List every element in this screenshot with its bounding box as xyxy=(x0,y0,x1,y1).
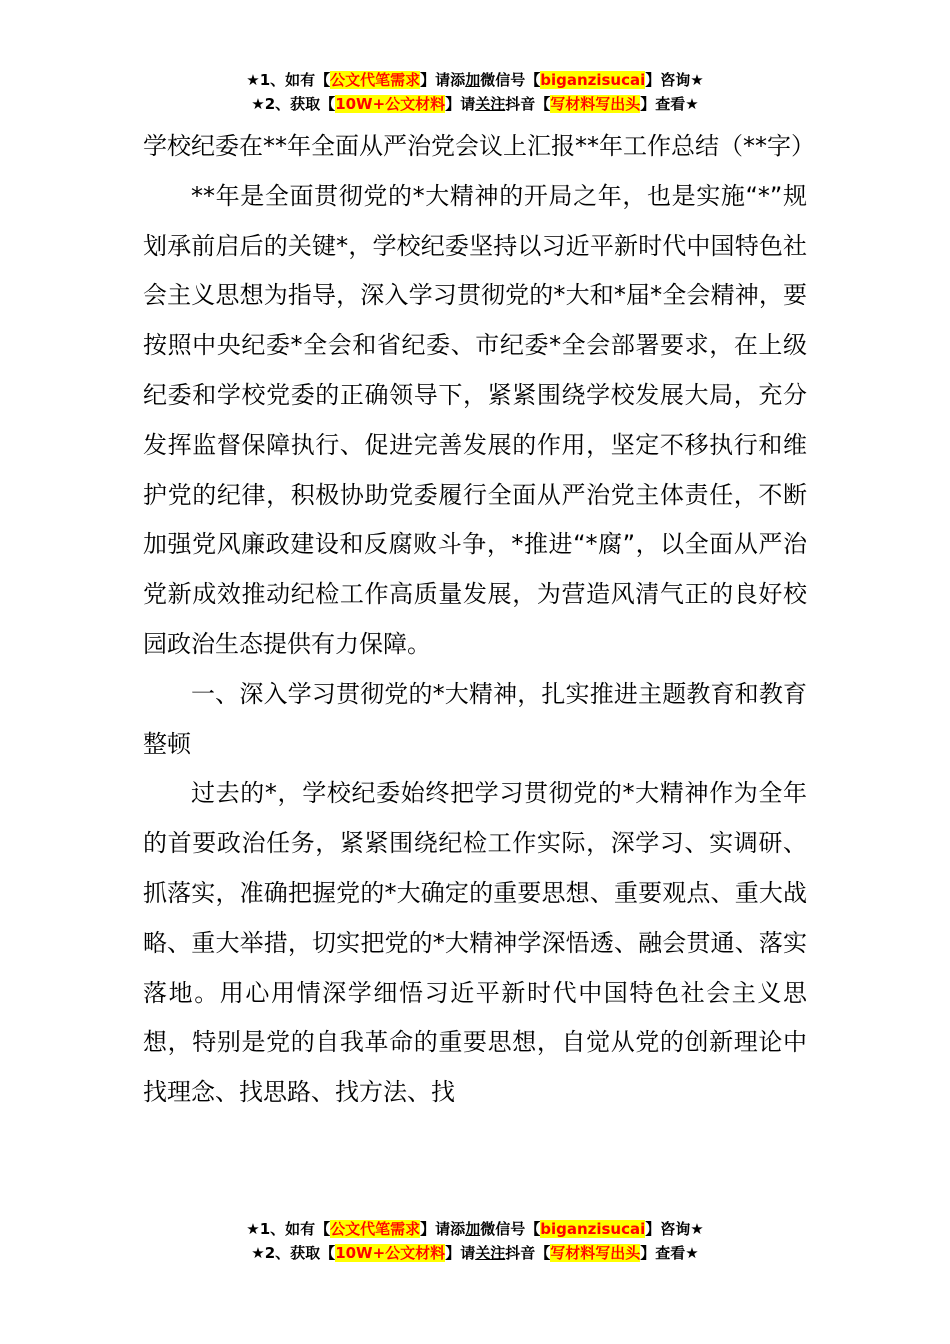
highlight-service: 公文代笔需求 xyxy=(330,1220,421,1238)
highlight-materials: 10W+公文材料 xyxy=(335,1244,446,1262)
banner-line-2: ★2、获取【10W+公文材料】请关注抖音【写材料写出头】查看★ xyxy=(251,95,699,113)
highlight-wechat-id: biganzisucai xyxy=(540,71,646,89)
section-heading-1: 一、深入学习贯彻党的*大精神，扎实推进主题教育和教育整顿 xyxy=(143,679,807,758)
header-banner xyxy=(0,68,950,116)
paragraph-section-1: 过去的*，学校纪委始终把学习贯彻党的*大精神作为全年的首要政治任务，紧紧围绕纪检工作实际，深学习、实调研、抓落实，准确把握党的*大确定的重要思想、重要观点、重大战略、重大举措，切实把党的*大精神学深悟透、融会贯通、落实落地。用心用情深学细悟习近平新时代中国特色社会主义思想，特别是党的自我革命的重要思想，自觉从党的创新理论中找理念、找思路、找方法、找 xyxy=(143,779,807,1107)
highlight-douyin: 写材料写出头 xyxy=(550,1244,641,1262)
highlight-materials: 10W+公文材料 xyxy=(335,95,446,113)
highlight-service: 公文代笔需求 xyxy=(330,71,421,89)
document-body xyxy=(143,122,815,1118)
highlight-douyin: 写材料写出头 xyxy=(550,95,641,113)
footer-banner xyxy=(0,1217,950,1265)
document-title: 学校纪委在**年全面从严治党会议上汇报**年工作总结（**字） xyxy=(143,132,815,160)
banner-line-2: ★2、获取【10W+公文材料】请关注抖音【写材料写出头】查看★ xyxy=(251,1244,699,1262)
banner-line-1: ★1、如有【公文代笔需求】请添加微信号【biganzisucai】咨询★ xyxy=(246,1220,704,1238)
paragraph-intro: **年是全面贯彻党的*大精神的开局之年，也是实施“*”规划承前启后的关键*，学校纪委坚持以习近平新时代中国特色社会主义思想为指导，深入学习贯彻党的*大和*届*全会精神，要按照中央纪委*全会和省纪委、市纪委*全会部署要求，在上级纪委和学校党委的正确领导下，紧紧围绕学校发展大局，充分发挥监督保障执行、促进完善发展的作用，坚定不移执行和维护党的纪律，积极协助党委履行全面从严治党主体责任，不断加强党风廉政建设和反腐败斗争，*推进“*腐”，以全面从严治党新成效推动纪检工作高质量发展，为营造风清气正的良好校园政治生态提供有力保障。 xyxy=(143,181,807,658)
banner-line-1: ★1、如有【公文代笔需求】请添加微信号【biganzisucai】咨询★ xyxy=(246,71,704,89)
highlight-wechat-id: biganzisucai xyxy=(540,1220,646,1238)
